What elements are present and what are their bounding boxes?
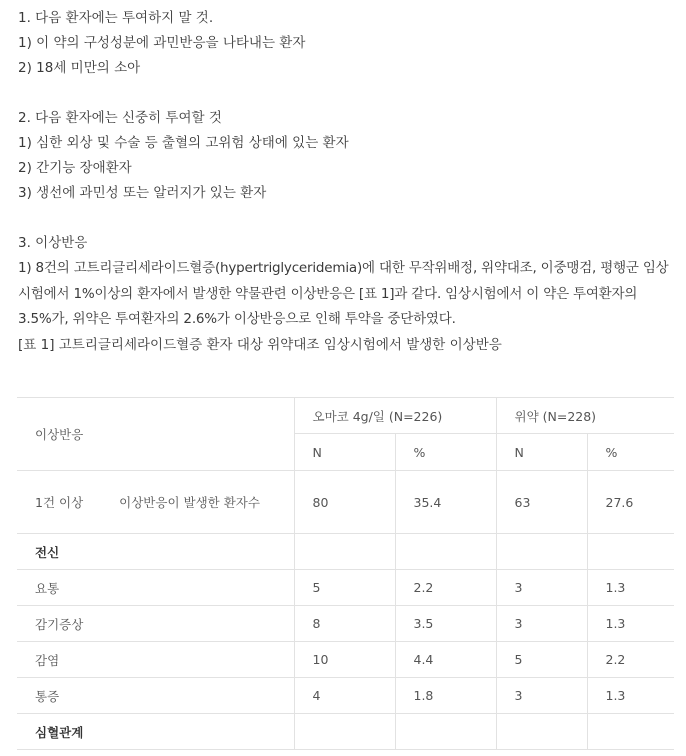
cell-p2: 27.6 <box>587 471 674 534</box>
section-3-heading: 3. 이상반응 <box>18 235 88 251</box>
cell-n1: 4 <box>294 678 395 714</box>
table-subheader-pct: % <box>587 434 674 471</box>
cell-p2: 1.3 <box>587 606 674 642</box>
section-1-item: 1) 이 약의 구성성분에 과민반응을 나타내는 환자 <box>18 35 306 51</box>
table-row <box>17 471 674 534</box>
cell-p1: 35.4 <box>395 471 496 534</box>
cell-p1: 3.5 <box>395 606 496 642</box>
section-1-item: 2) 18세 미만의 소아 <box>18 60 141 76</box>
cell-p2: 2.2 <box>587 642 674 678</box>
cell-p1: 2.2 <box>395 570 496 606</box>
cell-n2: 3 <box>496 570 587 606</box>
section-label: 심혈관계 <box>17 714 294 750</box>
row-label <box>17 471 294 534</box>
section-2-item: 1) 심한 외상 및 수술 등 출혈의 고위험 상태에 있는 환자 <box>18 135 349 151</box>
table-row <box>17 534 674 570</box>
table-row <box>17 678 674 714</box>
section-2-item: 2) 간기능 장애환자 <box>18 160 132 176</box>
table-header-group1: 오마코 4g/일 (N=226) <box>294 398 496 434</box>
section-label: 전신 <box>17 534 294 570</box>
cell-p2: 1.3 <box>587 570 674 606</box>
cell-n1: 5 <box>294 570 395 606</box>
cell-n2: 5 <box>496 642 587 678</box>
row-label: 요통 <box>17 570 294 606</box>
cell-p2: 1.3 <box>587 678 674 714</box>
table-row <box>17 606 674 642</box>
table-row <box>17 642 674 678</box>
row-label: 통증 <box>17 678 294 714</box>
table-header-reaction: 이상반응 <box>17 398 294 471</box>
cell-p1: 1.8 <box>395 678 496 714</box>
document-body <box>18 6 678 358</box>
section-3-paragraph: 1) 8건의 고트리글리세라이드혈증(hypertriglyceridemia)에 대한 무작위배정, 위약대조, 이중맹검, 평행군 임상시험에서 1%이상의 환자에서 발생한 약물관련 이상반응은 [표 1]과 같다. 임상시험에서 이 약은 투여환자의 3.5%가, 위약은 투여환자의 2.6%가 이상반응으로 인해 투약을 중단하였다. <box>18 260 669 327</box>
table-subheader-n: N <box>496 434 587 471</box>
spacer <box>18 81 678 106</box>
cell-n2: 63 <box>496 471 587 534</box>
cell-n2: 3 <box>496 606 587 642</box>
table-subheader-pct: % <box>395 434 496 471</box>
cell-n1: 80 <box>294 471 395 534</box>
cell-p1: 4.4 <box>395 642 496 678</box>
adverse-reaction-table <box>17 397 674 750</box>
cell-n1: 8 <box>294 606 395 642</box>
spacer <box>18 206 678 231</box>
table-row <box>17 714 674 750</box>
row-label-a: 1건 이상 <box>35 495 84 510</box>
cell-n1: 10 <box>294 642 395 678</box>
table-row <box>17 570 674 606</box>
table-caption: [표 1] 고트리글리세라이드혈증 환자 대상 위약대조 임상시험에서 발생한 이상반응 <box>18 336 502 353</box>
section-2-heading: 2. 다음 환자에는 신중히 투여할 것 <box>18 110 222 126</box>
row-label: 감염 <box>17 642 294 678</box>
table-header-group2: 위약 (N=228) <box>496 398 674 434</box>
row-label-b: 이상반응이 발생한 환자수 <box>119 495 260 510</box>
table-subheader-n: N <box>294 434 395 471</box>
section-1-heading: 1. 다음 환자에는 투여하지 말 것. <box>18 10 214 26</box>
cell-n2: 3 <box>496 678 587 714</box>
section-2-item: 3) 생선에 과민성 또는 알러지가 있는 환자 <box>18 185 267 201</box>
row-label: 감기증상 <box>17 606 294 642</box>
